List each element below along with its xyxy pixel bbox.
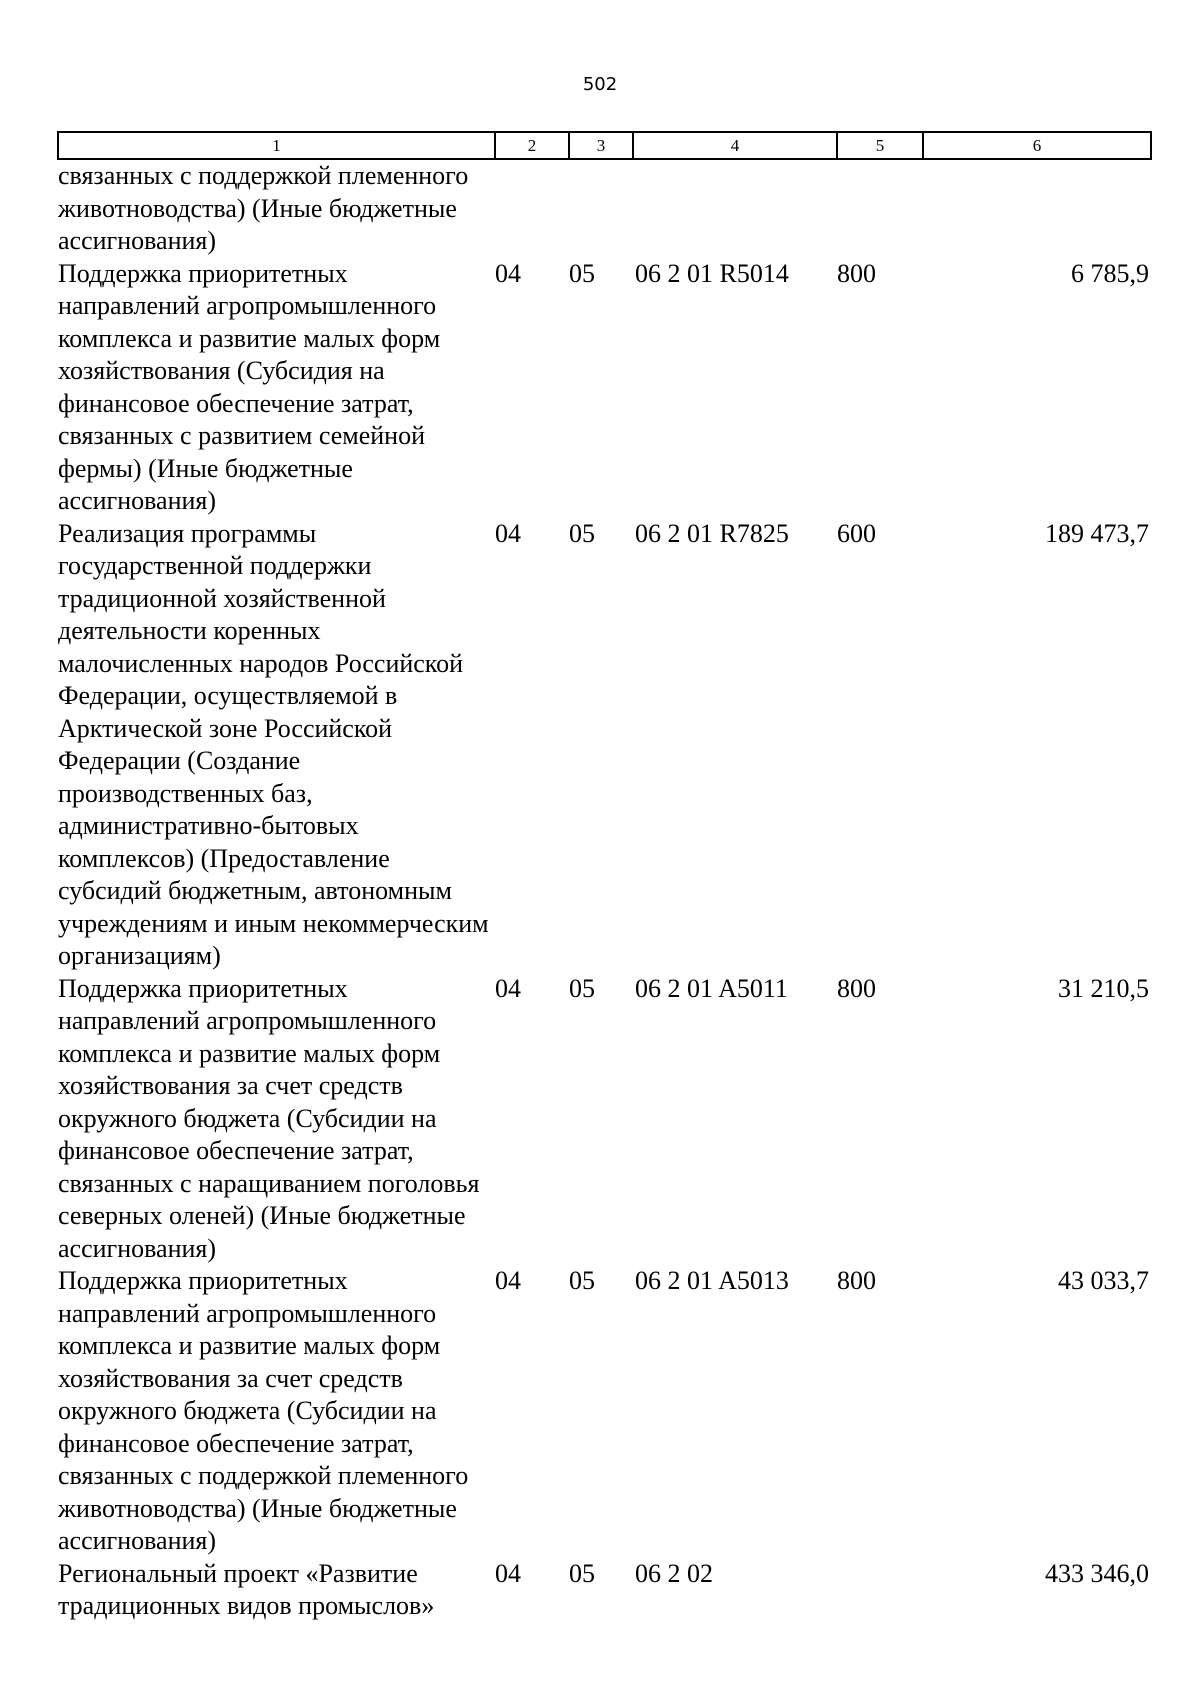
row-name: связанных с поддержкой племенного животноводства) (Иные бюджетные ассигнования) (58, 161, 469, 255)
row-target-code: 06 2 01 A5013 (635, 1266, 789, 1295)
row-target-code: 06 2 01 A5011 (635, 973, 788, 1003)
row-amount: 6 785,9 (1071, 258, 1149, 288)
row-section: 04 (495, 1266, 521, 1295)
row-subsection: 05 (569, 973, 595, 1003)
row-expense-type: 800 (837, 258, 876, 288)
row-name: Поддержка приоритетных направлений агропромышленного комплекса и развитие малых форм хозяйствования за счет средств окружного бюджета (Субсидии на финансовое обеспечение затрат, связанных с наращиванием поголовья северных оленей) (Иные бюджетные ассигнования) (58, 973, 480, 1263)
column-header-5: 5 (837, 132, 923, 159)
row-amount: 31 210,5 (1058, 973, 1149, 1003)
table-row (58, 159, 1151, 258)
row-subsection (569, 159, 633, 258)
column-header-2: 2 (495, 132, 569, 159)
row-section: 04 (495, 973, 521, 1003)
row-subsection: 05 (569, 518, 595, 548)
row-section (495, 159, 569, 258)
row-target-code: 06 2 01 R7825 (635, 518, 789, 548)
row-section: 04 (495, 1558, 521, 1588)
column-header-3: 3 (569, 132, 633, 159)
row-target-code (633, 159, 837, 258)
row-subsection: 05 (569, 1558, 595, 1588)
table-row (58, 973, 1151, 1266)
row-name: Поддержка приоритетных направлений агропромышленного комплекса и развитие малых форм хозяйствования (Субсидия на финансовое обеспечение затрат, связанных с развитием семейной фермы) (Иные бюджетные ассигнования) (58, 258, 441, 515)
page-number: 502 (582, 74, 618, 95)
row-name: Поддержка приоритетных направлений агропромышленного комплекса и развитие малых форм хозяйствования за счет средств окружного бюджета (Субсидии на финансовое обеспечение затрат, связанных с поддержкой племенного животноводства) (Иные бюджетные ассигнования) (58, 1266, 469, 1555)
row-expense-type: 800 (837, 973, 876, 1003)
row-expense-type: 600 (837, 518, 876, 548)
table-body (58, 159, 1151, 1623)
row-amount (923, 159, 1151, 258)
table-row (58, 258, 1151, 518)
row-section: 04 (495, 518, 521, 548)
column-header-4: 4 (633, 132, 837, 159)
column-header-1: 1 (58, 132, 495, 159)
row-amount: 189 473,7 (1045, 518, 1149, 548)
row-subsection: 05 (569, 258, 595, 288)
row-expense-type (837, 1558, 923, 1623)
table-row (58, 518, 1151, 973)
row-name: Реализация программы государственной поддержки традиционной хозяйственной деятельности коренных малочисленных народов Российской Федерации, осуществляемой в Арктической зоне Российской Федерации (Создание производственных баз, административно-бытовых комплексов) (Предоставление субсидий бюджетным, автономным учреждениям и иным некоммерческим организациям) (58, 518, 489, 970)
budget-table (57, 131, 1152, 1623)
header-row (58, 132, 1151, 159)
row-section: 04 (495, 258, 521, 288)
row-amount: 43 033,7 (1058, 1266, 1149, 1295)
column-header-6: 6 (923, 132, 1151, 159)
row-subsection: 05 (569, 1266, 595, 1295)
row-target-code: 06 2 02 (635, 1558, 713, 1588)
table-row (58, 1558, 1151, 1623)
row-expense-type (837, 159, 923, 258)
row-amount: 433 346,0 (1045, 1558, 1149, 1588)
table-row (58, 1265, 1151, 1558)
row-target-code: 06 2 01 R5014 (635, 258, 789, 288)
row-expense-type: 800 (837, 1266, 876, 1295)
row-name: Региональный проект «Развитие традиционных видов промыслов» (58, 1558, 435, 1620)
